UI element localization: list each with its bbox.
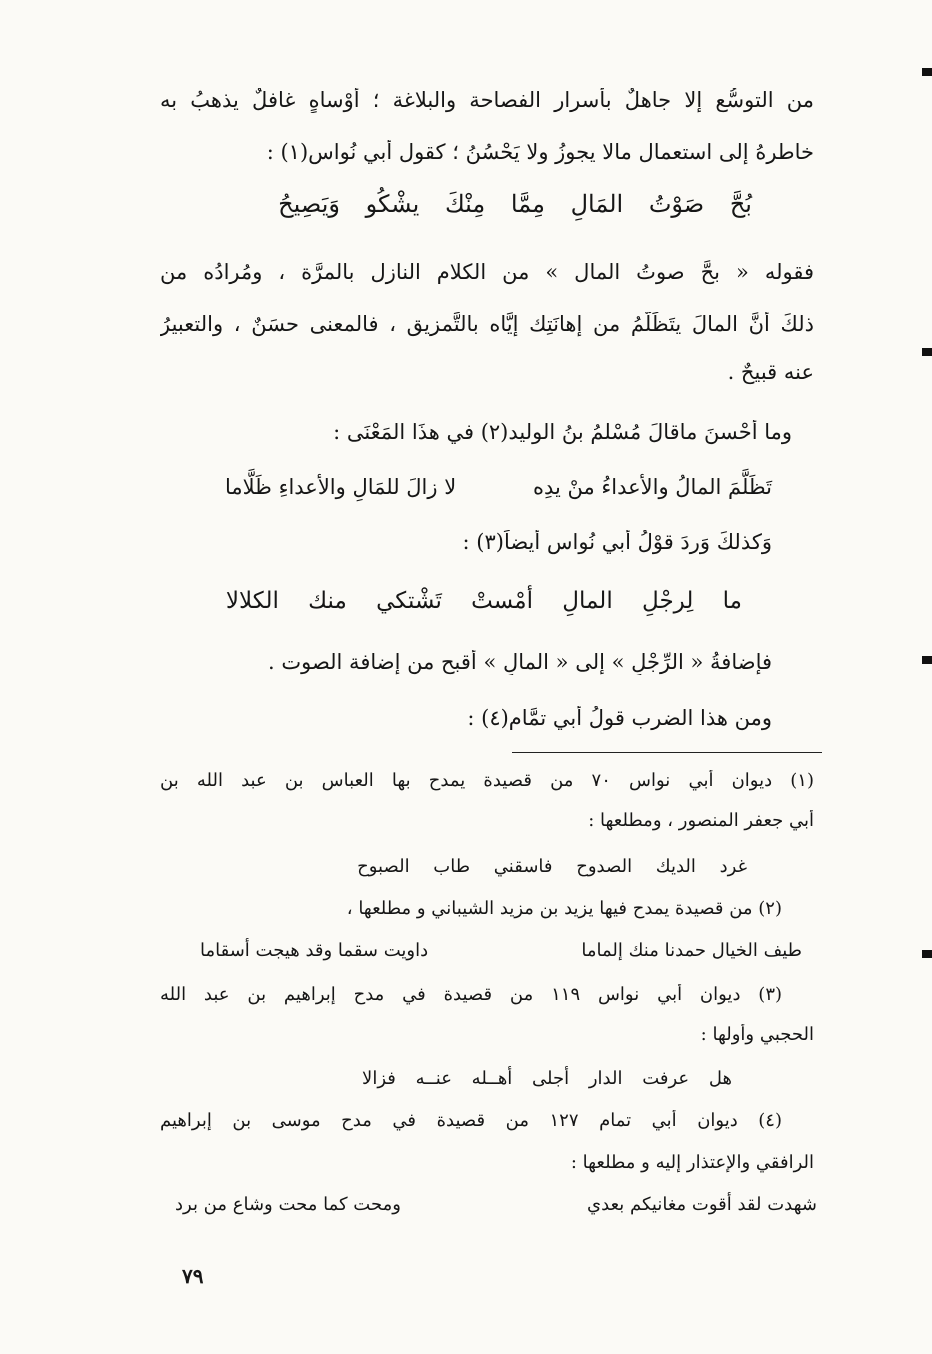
body-line: خاطرهُ إلى استعمال مالا يجوزُ ولا يَحْسُنُ ؛ كقول أبي نُواس(١) : [266, 140, 814, 164]
footnote-line: الرافقي والإعتذار إليه و مطلعها : [570, 1152, 814, 1173]
footnote-verse-first: شهدت لقد أقوت مغانيكم بعدي [587, 1194, 817, 1215]
body-line: وما أحْسنَ ماقالَ مُسْلمُ بنُ الوليد(٢) في هذَا المَعْنَى : [333, 420, 792, 444]
margin-mark [922, 68, 932, 76]
body-line: وَكذلكَ وَردَ قوْلُ أبي نُواسٍ أيضاً(٣) : [462, 530, 772, 554]
body-line: ومن هذا الضرب قولُ أبي تمَّام(٤) : [467, 706, 772, 730]
body-line: من التوسُّع إلا جاهلٌ بأسرار الفصاحة والبلاغة ؛ أوْساهٍ غافلٌ يذهبُ به [160, 88, 814, 112]
verse-second-hemistich: لا زالَ للمَالِ والأعداءِ ظَلَّاما [225, 475, 457, 499]
margin-mark [922, 950, 932, 958]
footnote-line: (٣) ديوان أبي نواس ١١٩ من قصيدة في مدح إبراهيم بن عبد الله [160, 984, 782, 1005]
footnote-line: (٢) من قصيدة يمدح فيها يزيد بن مزيد الشيباني و مطلعها ، [346, 898, 782, 919]
body-line: عنه قبيحٌ . [727, 360, 814, 384]
footnote-verse-first: طيف الخيال حمدنا منك إلماما [581, 940, 802, 961]
margin-mark [922, 656, 932, 664]
footnote-verse-second: ومحت كما محت وشاع من برد [175, 1194, 401, 1215]
verse-first-hemistich: تَظَلَّمَ المالُ والأعداءُ منْ يدِه [532, 475, 772, 499]
body-line: ذلكَ أنَّ المالَ يتَظَلَّمُ من إهانَتِك إيَّاه بالتَّمزيق ، فالمعنى حسَنٌ ، والتعبيرُ [160, 312, 814, 336]
footnote-verse: غرد الديك الصدوح فاسقني طاب الصبوح [357, 856, 747, 877]
page-number: ٧٩ [182, 1264, 204, 1288]
footnote-line: (١) ديوان أبي نواس ٧٠ من قصيدة يمدح بها العباس بن عبد الله بن [160, 770, 814, 791]
verse-line: ما لِرجْلِ المالِ أمْستْ تَشْتكي منك الكلالا [225, 588, 742, 614]
footnote-verse-second: داويت سقما وقد هيجت أسقاما [200, 940, 429, 961]
footnote-line: الحجبي وأولها : [700, 1024, 814, 1045]
body-line: فإضافةُ « الرِّجْلِ » إلى « المالِ » أقبح من إضافة الصوت . [267, 650, 772, 674]
margin-mark [922, 348, 932, 356]
footnote-line: (٤) ديوان أبي تمام ١٢٧ من قصيدة في مدح موسى بن إبراهيم [160, 1110, 782, 1131]
footnote-separator [512, 752, 822, 753]
footnote-line: أبي جعفر المنصور ، ومطلعها : [588, 810, 814, 831]
verse-line: بُحَّ صَوْتُ المَالِ مِمَّا مِنْكَ يشْكُو وَيَصِيحُ [278, 190, 752, 218]
body-line: فقوله « بحَّ صوتُ المال » من الكلام النازل بالمرَّة ، ومُرادُه من [160, 260, 814, 284]
footnote-verse: هل عرفت الدار أجلى أهــله عنــه فزالا [362, 1068, 732, 1089]
